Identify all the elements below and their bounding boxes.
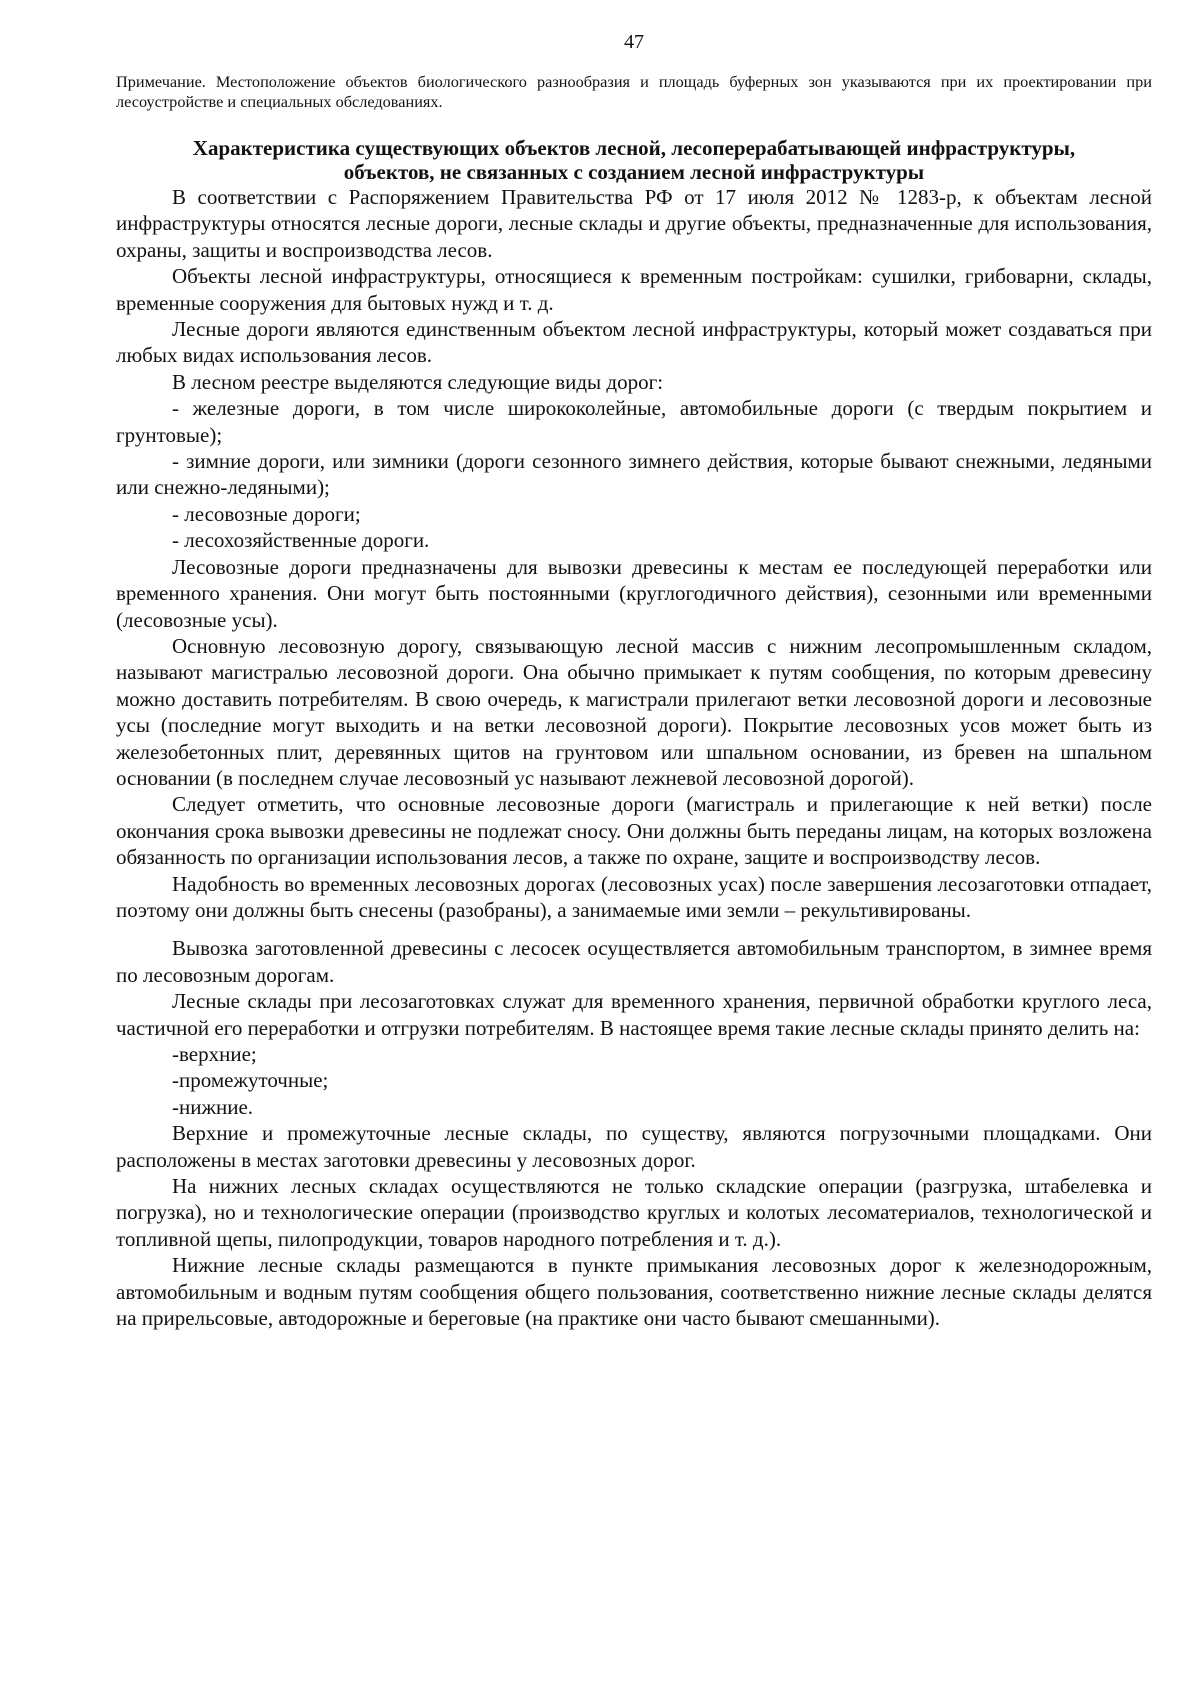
list-item: - лесовозные дороги; <box>172 501 361 526</box>
section-title-line: Характеристика существующих объектов лесной, лесоперерабатывающей инфраструктуры, <box>192 136 1076 160</box>
body-paragraph: В лесном реестре выделяются следующие виды дорог: <box>172 369 664 394</box>
body-paragraph: Верхние и промежуточные лесные склады, по существу, являются погрузочными площадками. Они расположены в местах заготовки древесины у лесовозных дорог. <box>116 1121 1152 1172</box>
section-title <box>116 136 1152 184</box>
list-item: -верхние; <box>172 1042 257 1066</box>
list-item: - лесохозяйственные дороги. <box>172 528 430 553</box>
document-page <box>116 30 1152 1331</box>
body-paragraph: Лесовозные дороги предназначены для вывозки древесины к местам ее последующей переработки или временного хранения. Они могут быть постоянными (круглогодичного действия), сезонными или временными (лесовозные усы). <box>116 554 1152 632</box>
body-paragraph: Объекты лесной инфраструктуры, относящиеся к временным постройкам: сушилки, грибоварни, склады, временные сооружения для бытовых нужд и т. д. <box>116 264 1152 315</box>
body-paragraph: На нижних лесных складах осуществляются не только складские операции (разгрузка, штабелевка и погрузка), но и технологические операции (производство круглых и колотых лесоматериалов, технологической и топливной щепы, пилопродукции, товаров народного потребления и т. д.). <box>116 1174 1152 1251</box>
body-paragraph: Нижние лесные склады размещаются в пункте примыкания лесовозных дорог к железнодорожным, автомобильным и водным путям сообщения общего пользования, соответственно нижние лесные склады делятся на прирельсовые, автодорожные и береговые (на практике они часто бывают смешанными). <box>116 1253 1152 1331</box>
body-paragraph: Надобность во временных лесовозных дорогах (лесовозных усах) после завершения лесозаготовки отпадает, поэтому они должны быть снесены (разобраны), а занимаемые ими земли – рекультивированы. <box>116 871 1152 922</box>
document-body <box>116 184 1152 1331</box>
list-item: -промежуточные; <box>172 1068 329 1093</box>
body-paragraph: Следует отметить, что основные лесовозные дороги (магистраль и прилегающие к ней ветки) после окончания срока вывозки древесины не подлежат сносу. Они должны быть переданы лицам, на которых возложена обязанность по организации использования лесов, а также по охране, защите и воспроизводству лесов. <box>116 792 1152 870</box>
body-paragraph: Лесные склады при лесозаготовках служат для временного хранения, первичной обработки круглого леса, частичной его переработки и отгрузки потребителям. В настоящее время такие лесные склады принято делить на: <box>116 989 1152 1040</box>
note-paragraph: Примечание. Местоположение объектов биологического разнообразия и площадь буферных зон указываются при их проектировании при лесоустройстве и специальных обследованиях. <box>116 72 1152 111</box>
list-item: -нижние. <box>172 1094 254 1119</box>
page-number: 47 <box>624 31 644 53</box>
body-paragraph: Лесные дороги являются единственным объектом лесной инфраструктуры, который может создаваться при любых видах использования лесов. <box>116 317 1152 368</box>
body-paragraph: В соответствии с Распоряжением Правительства РФ от 17 июля 2012 № 1283-р, к объектам лесной инфраструктуры относятся лесные дороги, лесные склады и другие объекты, предназначенные для использования, охраны, защиты и воспроизводства лесов. <box>116 185 1152 262</box>
list-item: - зимние дороги, или зимники (дороги сезонного зимнего действия, которые бывают снежными, ледяными или снежно-ледяными); <box>116 449 1152 500</box>
body-paragraph: Основную лесовозную дорогу, связывающую лесной массив с нижним лесопромышленным складом, называют магистралью лесовозной дороги. Она обычно примыкает к путям сообщения, по которым древесину можно доставить потребителям. В свою очередь, к магистрали прилегают ветки лесовозной дороги и лесовозные усы (последние могут выходить и на ветки лесовозной дороги). Покрытие лесовозных усов может быть из железобетонных плит, деревянных щитов на грунтовом или шпальном основании, из бревен на шпальном основании (в последнем случае лесовозный ус называют лежневой лесовозной дорогой). <box>116 633 1152 790</box>
list-item: - железные дороги, в том числе ширококолейные, автомобильные дороги (с твердым покрытием и грунтовые); <box>116 396 1152 447</box>
body-paragraph: Вывозка заготовленной древесины с лесосек осуществляется автомобильным транспортом, в зимнее время по лесовозным дорогам. <box>116 936 1152 987</box>
section-title-line: объектов, не связанных с созданием лесной инфраструктуры <box>343 160 925 184</box>
